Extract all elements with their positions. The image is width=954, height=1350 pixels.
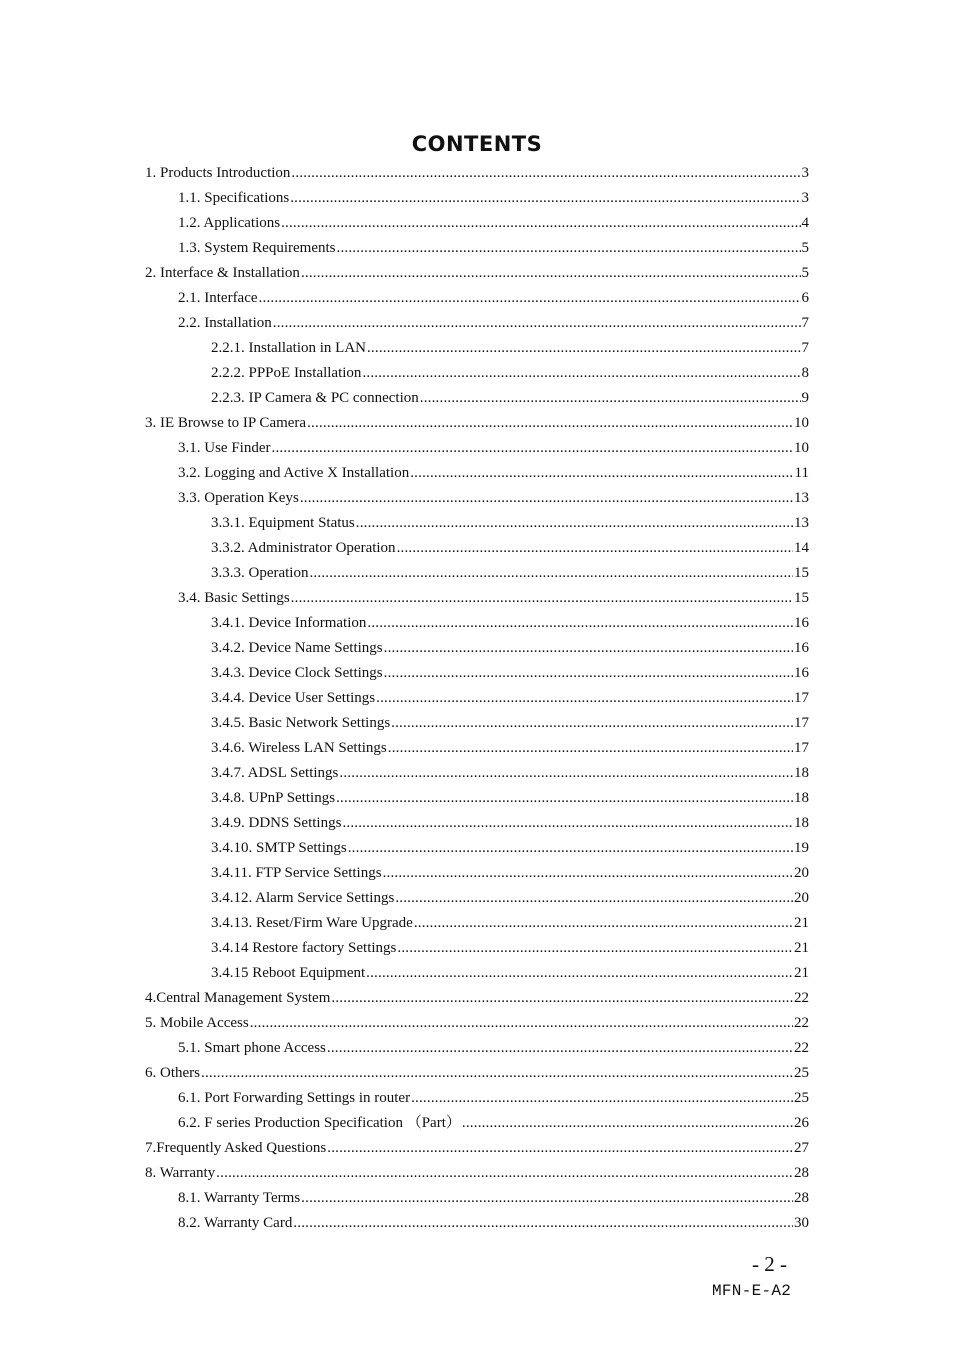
dot-leader [307, 411, 793, 436]
toc-entry-page: 13 [794, 515, 809, 531]
toc-entry-label: 1.3. System Requirements [178, 240, 336, 256]
toc-entry-page: 11 [794, 465, 809, 481]
dot-leader [331, 986, 793, 1011]
toc-entry-page: 22 [794, 990, 809, 1006]
toc-entry-page: 7 [801, 340, 809, 356]
toc-entry-page: 14 [794, 540, 809, 556]
toc-entry[interactable] [211, 336, 809, 361]
dot-leader [366, 961, 793, 986]
toc-entry-page: 30 [794, 1215, 809, 1231]
toc-entry-label: 3.3. Operation Keys [178, 490, 299, 506]
dot-leader [348, 836, 793, 861]
toc-entry-page: 18 [794, 815, 809, 831]
dot-leader [410, 461, 793, 486]
toc-entry-page: 26 [794, 1115, 809, 1131]
toc-entry-page: 4 [801, 215, 809, 231]
toc-entry[interactable] [211, 386, 809, 411]
toc-entry-page: 18 [794, 790, 809, 806]
dot-leader [309, 561, 793, 586]
toc-entry-label: 3.4.6. Wireless LAN Settings [211, 740, 387, 756]
toc-entry[interactable] [145, 261, 809, 286]
toc-entry[interactable] [145, 1136, 809, 1161]
dot-leader [327, 1136, 793, 1161]
toc-entry-label: 3.4.9. DDNS Settings [211, 815, 342, 831]
toc-entry[interactable] [178, 1086, 809, 1111]
toc-entry-label: 3.4.7. ADSL Settings [211, 765, 339, 781]
toc-entry-page: 18 [794, 765, 809, 781]
toc-entry[interactable] [211, 936, 809, 961]
toc-entry-label: 2.2. Installation [178, 315, 272, 331]
dot-leader [462, 1111, 793, 1136]
dot-leader [397, 536, 793, 561]
toc-entry-label: 3.4.15 Reboot Equipment [211, 965, 366, 981]
toc-entry-page: 9 [801, 390, 809, 406]
toc-entry-page: 16 [794, 615, 809, 631]
dot-leader [201, 1061, 793, 1086]
dot-leader [337, 236, 801, 261]
toc-entry[interactable] [178, 236, 809, 261]
toc-entry-page: 10 [794, 440, 809, 456]
toc-entry[interactable] [145, 1161, 809, 1186]
toc-entry-label: 3. IE Browse to IP Camera [145, 415, 307, 431]
toc-entry[interactable] [178, 486, 809, 511]
toc-entry-page: 17 [794, 715, 809, 731]
toc-entry-label: 3.4.1. Device Information [211, 615, 367, 631]
toc-entry-label: 8. Warranty [145, 1165, 216, 1181]
toc-entry-page: 3 [801, 190, 809, 206]
toc-entry-page: 19 [794, 840, 809, 856]
dot-leader [273, 311, 801, 336]
toc-entry-label: 3.4.3. Device Clock Settings [211, 665, 383, 681]
dot-leader [383, 861, 793, 886]
toc-entry-label: 3.4. Basic Settings [178, 590, 290, 606]
toc-entry-label: 3.3.1. Equipment Status [211, 515, 355, 531]
toc-entry-page: 16 [794, 640, 809, 656]
dot-leader [376, 686, 793, 711]
toc-entry-label: 3.4.8. UPnP Settings [211, 790, 336, 806]
dot-leader [388, 736, 793, 761]
toc-entry[interactable] [211, 661, 809, 686]
toc-entry[interactable] [178, 461, 809, 486]
toc-entry[interactable] [145, 1061, 809, 1086]
toc-entry-label: 2.1. Interface [178, 290, 258, 306]
toc-entry-page: 6 [801, 290, 809, 306]
dot-leader [362, 361, 800, 386]
toc-entry[interactable] [145, 411, 809, 436]
dot-leader [367, 336, 801, 361]
toc-entry[interactable] [178, 286, 809, 311]
toc-entry-label: 3.1. Use Finder [178, 440, 271, 456]
toc-entry[interactable] [145, 1011, 809, 1036]
toc-entry-label: 3.4.13. Reset/Firm Ware Upgrade [211, 915, 413, 931]
toc-entry[interactable] [211, 711, 809, 736]
dot-leader [301, 261, 801, 286]
toc-entry[interactable] [211, 736, 809, 761]
toc-entry-page: 8 [801, 365, 809, 381]
toc-entry-page: 21 [794, 940, 809, 956]
dot-leader [391, 711, 793, 736]
dot-leader [281, 211, 800, 236]
toc-entry-label: 2. Interface & Installation [145, 265, 300, 281]
toc-entry-label: 1.1. Specifications [178, 190, 290, 206]
dot-leader [272, 436, 794, 461]
toc-entry[interactable] [145, 161, 809, 186]
toc-entry[interactable] [211, 786, 809, 811]
toc-entry-label: 2.2.2. PPPoE Installation [211, 365, 362, 381]
toc-entry-page: 22 [794, 1015, 809, 1031]
toc-entry-page: 17 [794, 690, 809, 706]
dot-leader [342, 811, 793, 836]
toc-entry-label: 2.2.3. IP Camera & PC connection [211, 390, 419, 406]
toc-entry-page: 17 [794, 740, 809, 756]
toc-entry[interactable] [211, 561, 809, 586]
dot-leader [259, 286, 801, 311]
toc-entry-label: 2.2.1. Installation in LAN [211, 340, 366, 356]
dot-leader [339, 761, 793, 786]
toc-entry[interactable] [178, 211, 809, 236]
dot-leader [420, 386, 801, 411]
toc-entry[interactable] [211, 886, 809, 911]
toc-entry-page: 21 [794, 915, 809, 931]
dot-leader [384, 661, 793, 686]
toc-entry[interactable] [211, 361, 809, 386]
toc-entry-label: 3.4.11. FTP Service Settings [211, 865, 382, 881]
toc-entry[interactable] [211, 861, 809, 886]
dot-leader [397, 936, 793, 961]
toc-entry[interactable] [211, 761, 809, 786]
dot-leader [216, 1161, 793, 1186]
toc-entry-page: 13 [794, 490, 809, 506]
toc-entry-page: 10 [794, 415, 809, 431]
dot-leader [301, 1186, 793, 1211]
dot-leader [336, 786, 793, 811]
toc-entry-page: 20 [794, 865, 809, 881]
dot-leader [411, 1086, 793, 1111]
toc-entry-label: 3.4.2. Device Name Settings [211, 640, 383, 656]
toc-entry[interactable] [178, 1211, 809, 1236]
toc-entry-page: 28 [794, 1165, 809, 1181]
toc-entry-label: 3.3.2. Administrator Operation [211, 540, 396, 556]
dot-leader [384, 636, 793, 661]
toc-entry[interactable] [178, 311, 809, 336]
toc-entry[interactable] [178, 1036, 809, 1061]
toc-entry-page: 25 [794, 1090, 809, 1106]
toc-entry-label: 8.1. Warranty Terms [178, 1190, 301, 1206]
toc-entry[interactable] [211, 511, 809, 536]
toc-entry[interactable] [178, 586, 809, 611]
toc-entry-page: 25 [794, 1065, 809, 1081]
toc-entry-label: 1. Products Introduction [145, 165, 291, 181]
toc-entry[interactable] [178, 186, 809, 211]
toc-entry[interactable] [211, 636, 809, 661]
dot-leader [395, 886, 793, 911]
document-code: MFN-E-A2 [712, 1282, 792, 1300]
dot-leader [291, 161, 800, 186]
toc-entry-page: 5 [801, 240, 809, 256]
toc-entry-page: 15 [794, 590, 809, 606]
dot-leader [414, 911, 793, 936]
toc-entry-label: 1.2. Applications [178, 215, 281, 231]
toc-entry[interactable] [145, 986, 809, 1011]
toc-entry-label: 7.Frequently Asked Questions [145, 1140, 327, 1156]
toc-entry-label: 3.4.4. Device User Settings [211, 690, 376, 706]
toc-entry[interactable] [178, 436, 809, 461]
toc-entry-page: 27 [794, 1140, 809, 1156]
dot-leader [367, 611, 793, 636]
toc-entry[interactable] [178, 1111, 809, 1136]
dot-leader [250, 1011, 793, 1036]
toc-entry-page: 16 [794, 665, 809, 681]
toc-entry-page: 28 [794, 1190, 809, 1206]
toc-entry[interactable] [211, 686, 809, 711]
toc-entry-label: 3.2. Logging and Active X Installation [178, 465, 410, 481]
toc-entry[interactable] [211, 611, 809, 636]
toc-entry-label: 3.3.3. Operation [211, 565, 309, 581]
toc-entry-label: 6.2. F series Production Specification （Part） [178, 1115, 461, 1131]
toc-entry-label: 6. Others [145, 1065, 200, 1081]
toc-entry-label: 3.4.12. Alarm Service Settings [211, 890, 395, 906]
toc-entry-label: 5.1. Smart phone Access [178, 1040, 326, 1056]
toc-entry-label: 3.4.14 Restore factory Settings [211, 940, 397, 956]
dot-leader [290, 186, 800, 211]
toc-entry-label: 8.2. Warranty Card [178, 1215, 293, 1231]
toc-entry-label: 5. Mobile Access [145, 1015, 249, 1031]
page-title: CONTENTS [411, 132, 543, 156]
dot-leader [327, 1036, 793, 1061]
toc-entry-label: 4.Central Management System [145, 990, 331, 1006]
toc-entry[interactable] [178, 1186, 809, 1211]
toc-entry-label: 3.4.10. SMTP Settings [211, 840, 347, 856]
toc-entry[interactable] [211, 536, 809, 561]
toc-entry-label: 3.4.5. Basic Network Settings [211, 715, 391, 731]
toc-entry-page: 20 [794, 890, 809, 906]
toc-entry-page: 7 [801, 315, 809, 331]
toc-entry-page: 15 [794, 565, 809, 581]
dot-leader [300, 486, 793, 511]
toc-entry-label: 6.1. Port Forwarding Settings in router [178, 1090, 411, 1106]
toc-entry-page: 22 [794, 1040, 809, 1056]
toc-entry-page: 21 [794, 965, 809, 981]
toc-entry[interactable] [211, 811, 809, 836]
dot-leader [291, 586, 793, 611]
toc-entry-page: 3 [801, 165, 809, 181]
toc-entry[interactable] [211, 836, 809, 861]
dot-leader [356, 511, 793, 536]
toc-entry[interactable] [211, 911, 809, 936]
toc-entry-page: 5 [801, 265, 809, 281]
toc-entry[interactable] [211, 961, 809, 986]
dot-leader [293, 1211, 793, 1236]
page-number: - 2 - [752, 1252, 787, 1276]
